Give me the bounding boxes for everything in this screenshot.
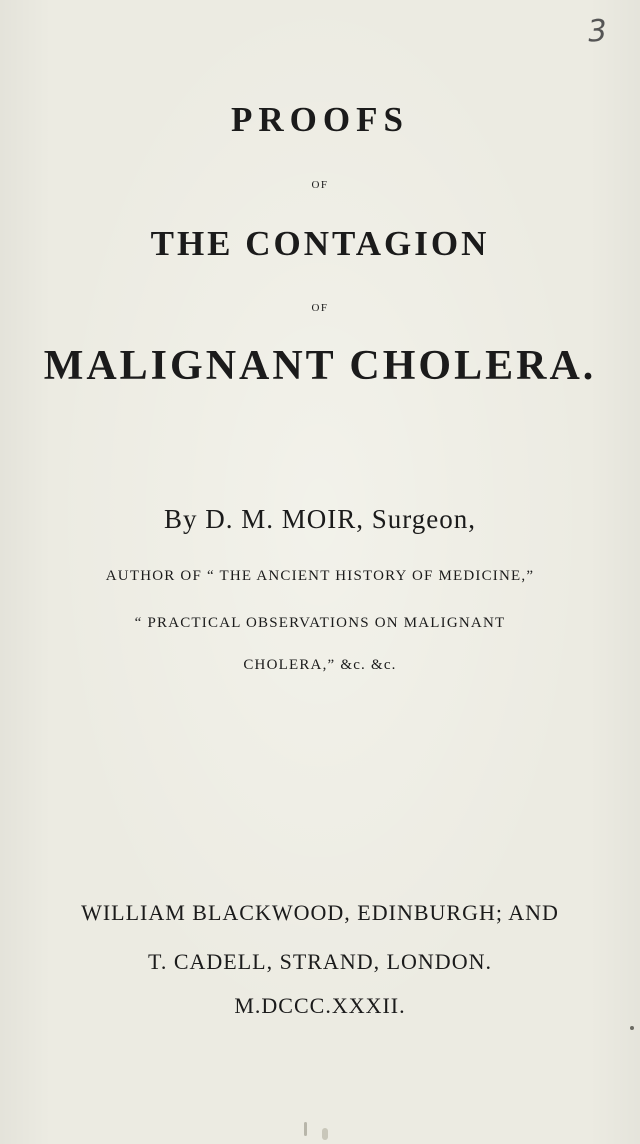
ink-speck: [630, 1026, 634, 1030]
title-connector-of-2: OF: [311, 302, 329, 314]
imprint-publisher-line-2: T. CADELL, STRAND, LONDON.: [148, 949, 492, 974]
title-line-contagion: THE CONTAGION: [150, 224, 490, 263]
title-line-proofs: PROOFS: [231, 100, 409, 139]
byline-text: By D. M. MOIR, Surgeon,: [163, 504, 477, 534]
title-line-cholera: MALIGNANT CHOLERA.: [43, 343, 597, 389]
imprint-publisher-line-1: WILLIAM BLACKWOOD, EDINBURGH; AND: [81, 900, 559, 925]
title-connector-of-1: OF: [311, 179, 329, 191]
pencil-folio-number: 3: [586, 13, 609, 50]
paper-mark: [322, 1128, 328, 1140]
author-credit-line-2: “ PRACTICAL OBSERVATIONS ON MALIGNANT: [134, 615, 506, 631]
author-credit-line-1: AUTHOR OF “ THE ANCIENT HISTORY OF MEDICINE,”: [105, 568, 535, 584]
author-byline: [0, 504, 640, 535]
paper-mark: [304, 1122, 307, 1136]
imprint-date: M.DCCC.XXXII.: [234, 993, 406, 1018]
author-credit-line-3: CHOLERA,” &c. &c.: [243, 657, 397, 673]
